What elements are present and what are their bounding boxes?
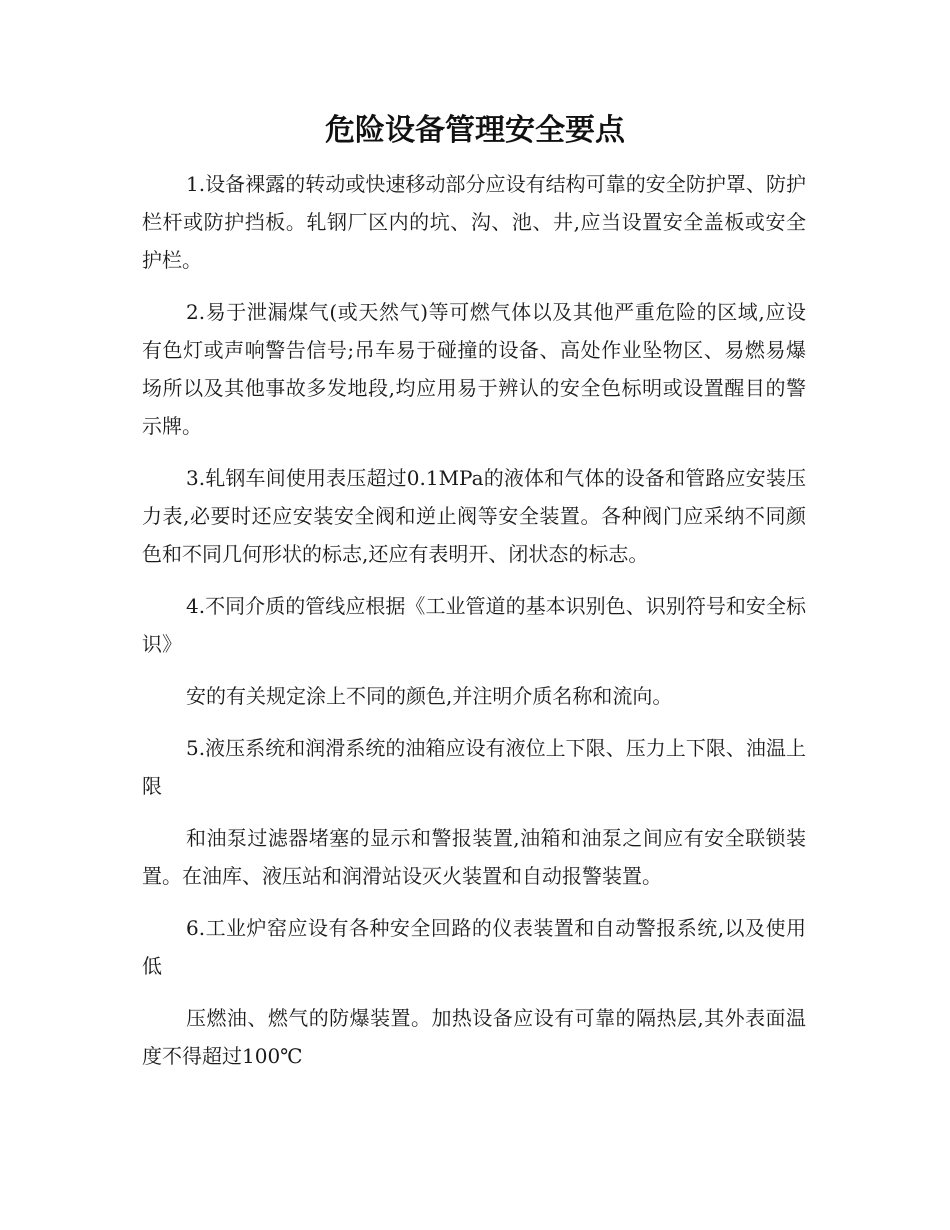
paragraph-4: 4.不同介质的管线应根据《工业管道的基本识别色、识别符号和安全标识》 <box>142 594 806 656</box>
paragraph-4-continued: 安的有关规定涂上不同的颜色,并注明介质名称和流向。 <box>186 684 673 708</box>
paragraph-1: 1.设备裸露的转动或快速移动部分应设有结构可靠的安全防护罩、防护栏杆或防护挡板。轧钢厂区内的坑、沟、池、井,应当设置安全盖板或安全护栏。 <box>142 172 806 272</box>
document-body <box>142 165 806 1089</box>
paragraph-3: 3.轧钢车间使用表压超过0.1MPa的液体和气体的设备和管路应安装压力表,必要时还应安装安全阀和逆止阀等安全装置。各种阀门应采纳不同颜色和不同几何形状的标志,还应有表明开、闭状态的标志。 <box>142 466 806 566</box>
paragraph-5: 5.液压系统和润滑系统的油箱应设有液位上下限、压力上下限、油温上限 <box>142 736 806 798</box>
paragraph-6: 6.工业炉窑应设有各种安全回路的仪表装置和自动警报系统,以及使用低 <box>142 916 806 978</box>
paragraph-6-continued: 压燃油、燃气的防爆装置。加热设备应设有可靠的隔热层,其外表面温度不得超过100℃ <box>142 1006 806 1068</box>
paragraph-5-continued: 和油泵过滤器堵塞的显示和警报装置,油箱和油泵之间应有安全联锁装置。在油库、液压站和润滑站设灭火装置和自动报警装置。 <box>142 826 806 888</box>
paragraph-2: 2.易于泄漏煤气(或天然气)等可燃气体以及其他严重危险的区域,应设有色灯或声响警告信号;吊车易于碰撞的设备、高处作业坠物区、易燃易爆场所以及其他事故多发地段,均应用易于辨认的安全色标明或设置醒目的警示牌。 <box>142 300 806 438</box>
page-title: 危险设备管理安全要点 <box>325 113 625 148</box>
